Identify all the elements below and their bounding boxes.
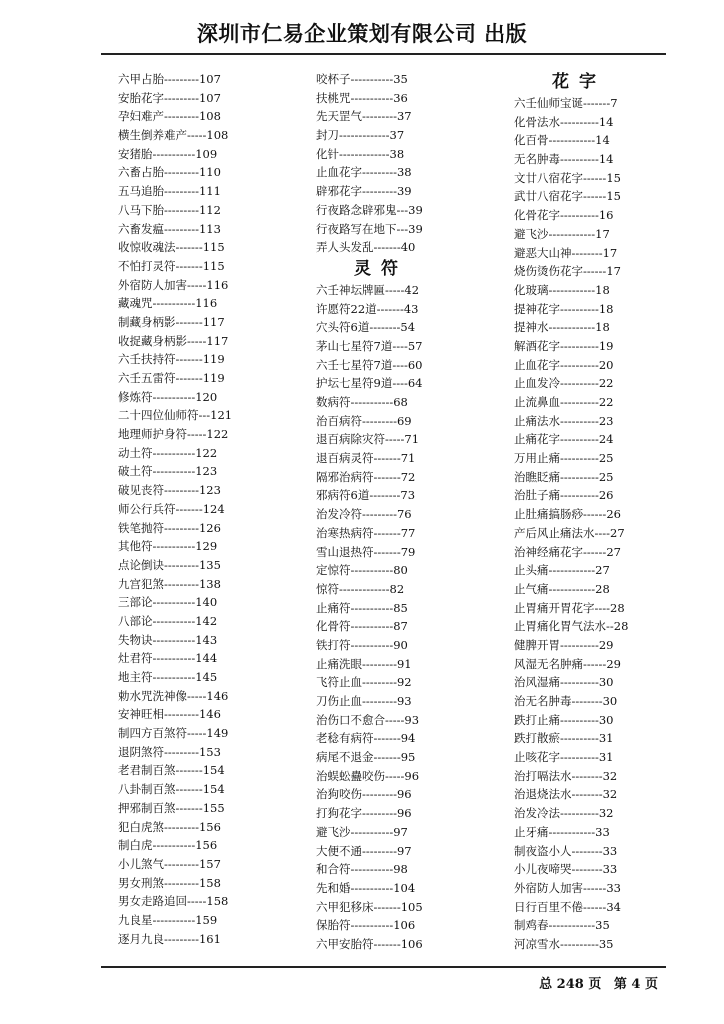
toc-entry: 万用止痛----------25 bbox=[514, 451, 614, 466]
toc-entry: 退百病灵符-------71 bbox=[316, 451, 416, 466]
toc-entry: 止血花字---------38 bbox=[316, 165, 412, 180]
toc-entry: 六壬仙师宝诞-------7 bbox=[514, 96, 618, 110]
toc-entry: 九良星-----------159 bbox=[118, 912, 218, 927]
toc-entry: 止痛符-----------85 bbox=[316, 600, 408, 615]
toc-entry: 止血花字----------20 bbox=[514, 357, 614, 372]
toc-entry: 止痛花字----------24 bbox=[514, 432, 614, 447]
toc-entry: 止胃痛开胃花字----28 bbox=[514, 600, 625, 615]
toc-entry: 治百病符---------69 bbox=[316, 413, 412, 428]
toc-entry: 铁笔抛符---------126 bbox=[118, 520, 221, 535]
toc-entry: 产后风止痛法水----27 bbox=[514, 525, 625, 540]
toc-entry: 六甲占胎---------107 bbox=[118, 72, 221, 86]
toc-entry: 化骨法水----------14 bbox=[514, 114, 614, 129]
toc-entry: 化骨符-----------87 bbox=[316, 619, 408, 634]
toc-entry: 治蜈蚣蠱咬伤-----96 bbox=[316, 768, 420, 783]
toc-entry: 大便不通---------97 bbox=[316, 843, 412, 858]
toc-entry: 六畜占胎---------110 bbox=[118, 165, 221, 180]
toc-entry: 解酒花字----------19 bbox=[514, 338, 614, 353]
toc-entry: 治瞧眨痛----------25 bbox=[514, 469, 614, 484]
toc-entry: 止流鼻血----------22 bbox=[514, 395, 614, 409]
toc-entry: 制藏身柄影-------117 bbox=[118, 314, 225, 329]
total-pages: 总 248 页 bbox=[539, 977, 602, 992]
toc-entry: 封刀-------------37 bbox=[316, 128, 405, 143]
toc-entry: 其他符-----------129 bbox=[118, 539, 218, 554]
toc-entry: 二十四位仙师符---121 bbox=[118, 408, 233, 423]
toc-entry: 治伤口不愈合-----93 bbox=[316, 712, 420, 727]
toc-entry: 修炼符-----------120 bbox=[118, 389, 218, 404]
toc-entry: 扶桃咒-----------36 bbox=[316, 90, 408, 105]
toc-column-3 bbox=[514, 70, 644, 954]
toc-entry: 破见丧符---------123 bbox=[118, 483, 221, 498]
toc-entry: 无名肿毒----------14 bbox=[514, 152, 614, 167]
toc-entry: 六畜发瘟---------113 bbox=[118, 221, 221, 236]
toc-entry: 勅水咒洗神像-----146 bbox=[118, 688, 229, 703]
toc-entry: 动土符-----------122 bbox=[118, 445, 218, 460]
toc-entry: 穴头符6道--------54 bbox=[316, 320, 416, 335]
toc-entry: 止气痛------------28 bbox=[514, 581, 610, 596]
toc-entry: 病尾不退金-------95 bbox=[316, 750, 416, 765]
toc-entry: 避飞沙-----------97 bbox=[316, 824, 408, 839]
toc-entry: 化玻璃------------18 bbox=[514, 282, 610, 297]
toc-entry: 制鸡春------------35 bbox=[514, 918, 610, 933]
toc-entry: 三部论-----------140 bbox=[118, 595, 218, 610]
toc-entry: 许愿符22道-------43 bbox=[316, 301, 419, 316]
toc-entry: 咬杯子-----------35 bbox=[316, 72, 408, 86]
toc-entry: 止咳花字----------31 bbox=[514, 750, 614, 765]
toc-entry: 退百病除灾符-----71 bbox=[316, 432, 420, 447]
toc-entry: 九宫犯煞---------138 bbox=[118, 576, 221, 591]
toc-entry: 保胎符-----------106 bbox=[316, 918, 416, 933]
toc-entry: 提神水------------18 bbox=[514, 320, 610, 335]
toc-entry: 止头痛------------27 bbox=[514, 563, 610, 578]
toc-entry: 男女刑煞---------158 bbox=[118, 875, 221, 890]
toc-entry: 横生倒养难产-----108 bbox=[118, 128, 229, 143]
toc-entry: 治寒热病符-------77 bbox=[316, 525, 416, 540]
toc-entry: 孕妇难产---------108 bbox=[118, 109, 221, 124]
toc-entry: 武廿八宿花字------15 bbox=[514, 189, 621, 204]
toc-entry: 五马追胎---------111 bbox=[118, 184, 221, 199]
toc-entry: 定惊符-----------80 bbox=[316, 563, 408, 578]
toc-entry: 化骨花字----------16 bbox=[514, 208, 614, 223]
toc-entry: 避恶大山神--------17 bbox=[514, 245, 618, 260]
toc-entry: 老稔有病符-------94 bbox=[316, 731, 416, 746]
toc-entry: 止肚痛搞肠痧------26 bbox=[514, 507, 621, 522]
toc-entry: 外宿防人加害-----116 bbox=[118, 277, 229, 292]
toc-entry: 辟邪花字---------39 bbox=[316, 184, 412, 199]
toc-entry: 六壬七星符7道----60 bbox=[316, 357, 423, 372]
toc-entry: 八部论-----------142 bbox=[118, 613, 218, 628]
toc-entry: 制夜盗小人--------33 bbox=[514, 843, 618, 858]
toc-entry: 制白虎-----------156 bbox=[118, 838, 218, 853]
toc-entry: 先天罡气---------37 bbox=[316, 109, 412, 124]
toc-entry: 治打嗝法水--------32 bbox=[514, 768, 618, 783]
toc-entry: 跌打散瘀----------31 bbox=[514, 731, 614, 746]
toc-entry: 治神经痛花字------27 bbox=[514, 544, 621, 559]
toc-entry: 文廿八宿花字------15 bbox=[514, 170, 621, 185]
toc-entry: 行夜路写在地下---39 bbox=[316, 221, 423, 236]
toc-entry: 六壬五雷符-------119 bbox=[118, 371, 225, 385]
toc-entry: 外宿防人加害------33 bbox=[514, 880, 621, 895]
toc-entry: 安胎花字---------107 bbox=[118, 90, 221, 105]
toc-entry: 打狗花字---------96 bbox=[316, 806, 412, 821]
toc-entry: 逐月九良---------161 bbox=[118, 931, 221, 946]
toc-entry: 点论倒诀---------135 bbox=[118, 557, 221, 572]
toc-column-2 bbox=[316, 70, 446, 954]
toc-entry: 和合符-----------98 bbox=[316, 862, 408, 877]
toc-entry: 河凉雪水----------35 bbox=[514, 936, 614, 951]
toc-entry: 化针-------------38 bbox=[316, 146, 405, 161]
toc-entry: 弄人头发乱-------40 bbox=[316, 240, 416, 255]
toc-entry: 化百骨------------14 bbox=[514, 133, 610, 148]
footer-rule bbox=[101, 966, 666, 968]
toc-entry: 健脾开胃----------29 bbox=[514, 637, 614, 652]
toc-entry: 数病符-----------68 bbox=[316, 395, 408, 409]
publisher-title: 深圳市仁易企业策划有限公司 出版 bbox=[196, 22, 528, 46]
toc-entry: 安神旺相---------146 bbox=[118, 707, 221, 722]
toc-entry: 破土符-----------123 bbox=[118, 464, 218, 479]
section-heading-lingfu: 灵符 bbox=[354, 258, 408, 279]
toc-entry: 八马下胎---------112 bbox=[118, 202, 221, 217]
toc-entry: 治发冷符---------76 bbox=[316, 507, 412, 522]
toc-entry: 治肚子痛----------26 bbox=[514, 488, 614, 503]
toc-entry: 跌打止痛----------30 bbox=[514, 712, 614, 727]
toc-column-1 bbox=[118, 70, 248, 948]
toc-entry: 提神花字----------18 bbox=[514, 301, 614, 316]
toc-entry: 治退烧法水--------32 bbox=[514, 787, 618, 802]
toc-entry: 邪病符6道--------73 bbox=[316, 488, 416, 503]
toc-entry: 收捉藏身柄影-----117 bbox=[118, 333, 229, 348]
toc-entry: 烧伤烫伤花字------17 bbox=[514, 264, 621, 279]
toc-entry: 止痛洗眼---------91 bbox=[316, 656, 412, 671]
toc-entry: 藏魂咒-----------116 bbox=[118, 296, 218, 311]
toc-entry: 八卦制百煞-------154 bbox=[118, 782, 225, 797]
toc-entry: 止胃痛化胃气法水--28 bbox=[514, 619, 629, 634]
toc-entry: 护坛七星符9道----64 bbox=[316, 376, 423, 391]
toc-entry: 押邪制百煞-------155 bbox=[118, 800, 225, 815]
toc-entry: 地理师护身符-----122 bbox=[118, 427, 229, 442]
toc-entry: 师公行兵符-------124 bbox=[118, 501, 225, 516]
toc-entry: 犯白虎煞---------156 bbox=[118, 819, 221, 834]
toc-entry: 止牙痛------------33 bbox=[514, 824, 610, 839]
toc-entry: 老君制百煞-------154 bbox=[118, 763, 225, 778]
toc-entry: 飞符止血---------92 bbox=[316, 675, 412, 690]
toc-entry: 六甲安胎符-------106 bbox=[316, 936, 423, 951]
toc-entry: 失物诀-----------143 bbox=[118, 632, 218, 647]
toc-entry: 收惊收魂法-------115 bbox=[118, 240, 225, 255]
toc-entry: 惊符-------------82 bbox=[316, 581, 405, 596]
toc-entry: 日行百里不倦------34 bbox=[514, 899, 621, 914]
page-number: 第 4 页 bbox=[613, 977, 658, 992]
toc-entry: 退阴煞符---------153 bbox=[118, 744, 221, 759]
toc-entry: 先和婚-----------104 bbox=[316, 880, 416, 895]
toc-entry: 止痛法水----------23 bbox=[514, 413, 614, 428]
toc-entry: 六壬神坛牌匾-----42 bbox=[316, 282, 420, 297]
toc-entry: 茅山七星符7道----57 bbox=[316, 338, 423, 353]
toc-entry: 铁打符-----------90 bbox=[316, 637, 408, 652]
toc-entry: 治风湿痛----------30 bbox=[514, 675, 614, 690]
toc-entry: 灶君符-----------144 bbox=[118, 651, 218, 666]
toc-entry: 地主符-----------145 bbox=[118, 670, 218, 684]
toc-entry: 风湿无名肿痛------29 bbox=[514, 656, 621, 671]
toc-entry: 避飞沙------------17 bbox=[514, 226, 610, 241]
toc-entry: 雪山退热符-------79 bbox=[316, 544, 416, 559]
toc-entry: 治无名肿毒--------30 bbox=[514, 694, 618, 708]
toc-entry: 治发冷法----------32 bbox=[514, 806, 614, 821]
page-footer bbox=[531, 973, 658, 992]
toc-entry: 隔邪治病符-------72 bbox=[316, 469, 416, 484]
section-heading-huazi: 花字 bbox=[552, 72, 606, 92]
toc-entry: 止血发冷----------22 bbox=[514, 376, 614, 391]
toc-entry: 小儿煞气---------157 bbox=[118, 856, 221, 871]
header-rule bbox=[101, 53, 666, 55]
toc-entry: 制四方百煞符-----149 bbox=[118, 726, 229, 741]
toc-entry: 行夜路念辟邪鬼---39 bbox=[316, 202, 423, 217]
toc-entry: 不怕打灵符-------115 bbox=[118, 258, 225, 273]
toc-entry: 安猪胎-----------109 bbox=[118, 146, 218, 161]
toc-entry: 男女走路追回-----158 bbox=[118, 894, 229, 909]
toc-entry: 小儿夜啼哭--------33 bbox=[514, 862, 618, 877]
toc-entry: 治狗咬伤---------96 bbox=[316, 787, 412, 802]
toc-entry: 刀伤止血---------93 bbox=[316, 694, 412, 708]
toc-entry: 六甲犯移床-------105 bbox=[316, 899, 423, 914]
toc-entry: 六壬扶持符-------119 bbox=[118, 352, 225, 367]
